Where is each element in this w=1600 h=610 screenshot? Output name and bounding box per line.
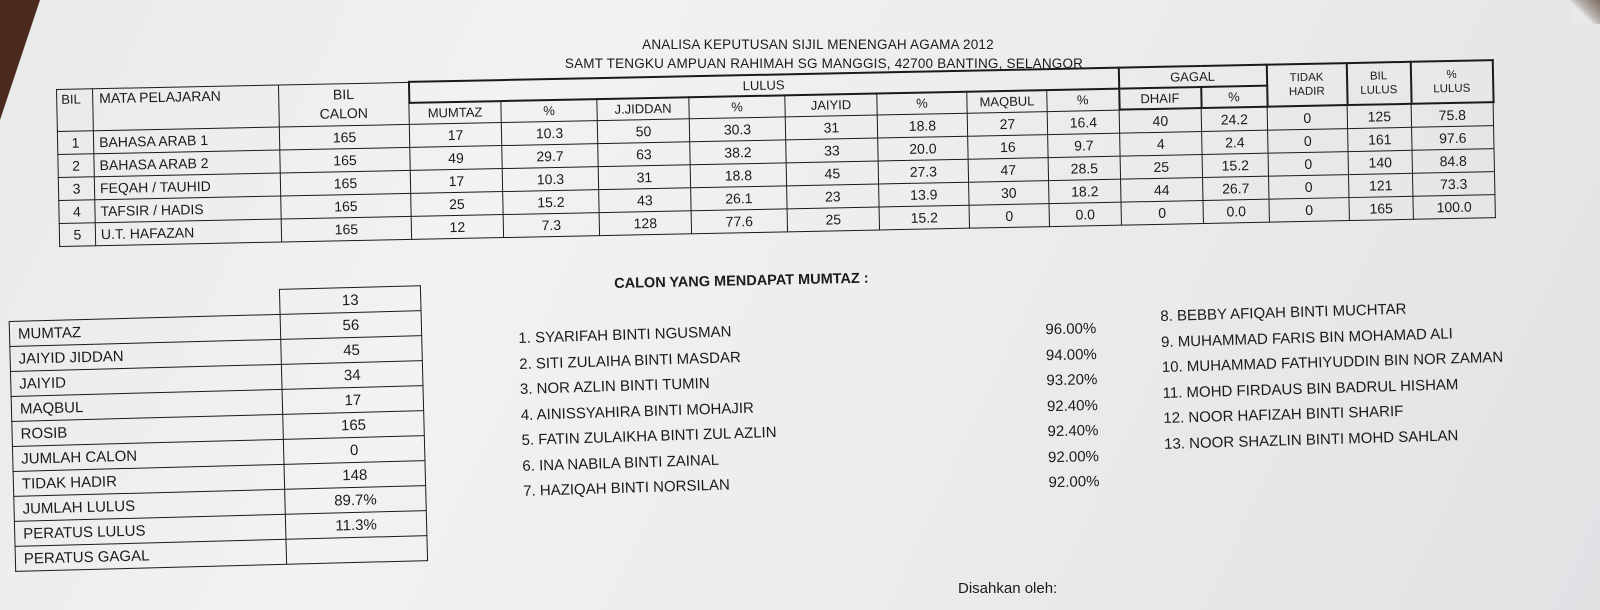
row-pct-dhaif: 26.7 <box>1203 176 1269 200</box>
row-pct-jjiddan: 77.6 <box>691 209 787 234</box>
row-dhaif: 44 <box>1121 178 1203 203</box>
row-peratus-lulus: 73.3 <box>1412 172 1494 197</box>
header-jjiddan: J.JIDDAN <box>597 97 689 120</box>
summary-value: 56 <box>280 311 422 340</box>
summary-label: JAIYID <box>10 364 282 396</box>
row-calon: 165 <box>281 193 411 219</box>
row-calon: 165 <box>280 147 410 173</box>
row-bil: 2 <box>58 154 94 178</box>
row-jaiyid: 23 <box>787 184 879 209</box>
summary-value: 45 <box>281 336 423 365</box>
list-item: 12. NOOR HAFIZAH BINTI SHARIF <box>1163 402 1404 427</box>
row-pct-dhaif: 2.4 <box>1202 130 1268 154</box>
row-subject: TAFSIR / HADIS <box>95 196 281 223</box>
row-subject: BAHASA ARAB 2 <box>94 150 280 177</box>
header-pct-dhaif: % <box>1201 86 1267 108</box>
row-pct-mumtaz: 10.3 <box>501 120 597 145</box>
list-item: 7. HAZIQAH BINTI NORSILAN <box>522 476 731 500</box>
summary-table <box>8 285 428 572</box>
row-mumtaz: 17 <box>410 169 502 194</box>
header-bil-calon: BIL CALON <box>278 82 409 127</box>
list-item: 10. MUHAMMAD FATHIYUDDIN BIN NOR ZAMAN <box>1161 348 1504 376</box>
row-jjiddan: 63 <box>598 142 690 167</box>
row-pct-jaiyid: 18.8 <box>877 113 967 138</box>
header-dhaif: DHAIF <box>1119 87 1201 110</box>
row-pct-dhaif: 15.2 <box>1202 153 1268 177</box>
list-item-percent: 94.00% <box>1045 345 1097 364</box>
header-mata-pelajaran: MATA PELAJARAN <box>93 85 280 131</box>
summary-label: PERATUS LULUS <box>14 514 286 546</box>
row-pct-mumtaz: 29.7 <box>502 144 598 169</box>
header-pct-maqbul: % <box>1047 89 1119 111</box>
results-table <box>56 59 1496 247</box>
row-maqbul: 47 <box>968 158 1048 183</box>
row-peratus-lulus: 75.8 <box>1411 102 1493 127</box>
mumtaz-percent-list <box>1006 316 1100 496</box>
row-dhaif: 25 <box>1120 155 1202 180</box>
row-pct-jjiddan: 30.3 <box>689 116 785 141</box>
row-pct-dhaif: 24.2 <box>1201 107 1267 132</box>
row-jaiyid: 33 <box>786 138 878 163</box>
summary-label: JUMLAH CALON <box>12 439 284 471</box>
list-item: 4. AINISSYAHIRA BINTI MOHAJIR <box>520 399 755 424</box>
row-mumtaz: 12 <box>411 215 503 240</box>
header-bil-lulus: BIL LULUS <box>1346 62 1411 105</box>
row-pct-maqbul: 0.0 <box>1049 202 1121 226</box>
row-pct-maqbul: 9.7 <box>1048 133 1120 157</box>
list-item-percent: 93.20% <box>1046 371 1098 390</box>
signature-label: Disahkan oleh: <box>958 580 1058 597</box>
row-bil: 3 <box>58 177 94 201</box>
row-bil-lulus: 121 <box>1348 173 1412 197</box>
summary-label: MAQBUL <box>11 389 283 421</box>
summary-label: ROSIB <box>12 414 284 446</box>
row-mumtaz: 49 <box>410 146 502 171</box>
list-item: 9. MUHAMMAD FARIS BIN MOHAMAD ALI <box>1160 324 1453 351</box>
summary-label: MUMTAZ <box>9 314 281 346</box>
list-item: 13. NOOR SHAZLIN BINTI MOHD SAHLAN <box>1163 426 1459 453</box>
list-item-percent: 92.40% <box>1047 422 1099 441</box>
row-bil-lulus: 161 <box>1348 127 1412 151</box>
summary-value: 13 <box>279 286 421 315</box>
row-pct-maqbul: 18.2 <box>1049 179 1121 203</box>
header-pct-mumtaz: % <box>501 99 597 122</box>
row-jaiyid: 31 <box>785 115 877 140</box>
row-pct-dhaif: 0.0 <box>1203 199 1269 223</box>
summary-label: JAIYID JIDDAN <box>10 339 282 371</box>
results-table-wrapper <box>56 59 1496 247</box>
row-calon: 165 <box>281 216 411 242</box>
row-bil-lulus: 140 <box>1348 150 1412 174</box>
row-tidak-hadir: 0 <box>1267 105 1347 130</box>
summary-value: 0 <box>283 436 425 465</box>
document-title: ANALISA KEPUTUSAN SIJIL MENENGAH AGAMA 2012 <box>642 37 994 52</box>
summary-label: JUMLAH LULUS <box>14 489 286 521</box>
row-dhaif: 40 <box>1119 108 1201 133</box>
row-pct-jaiyid: 13.9 <box>879 182 969 207</box>
row-maqbul: 16 <box>968 135 1048 160</box>
row-subject: BAHASA ARAB 1 <box>93 127 279 154</box>
row-pct-maqbul: 28.5 <box>1048 156 1120 180</box>
summary-value: 148 <box>284 461 426 490</box>
row-tidak-hadir: 0 <box>1269 198 1349 223</box>
row-jjiddan: 31 <box>598 165 690 190</box>
row-maqbul: 30 <box>969 181 1049 206</box>
row-tidak-hadir: 0 <box>1268 129 1348 154</box>
row-pct-mumtaz: 10.3 <box>502 167 598 192</box>
header-mumtaz: MUMTAZ <box>409 101 501 124</box>
row-jaiyid: 25 <box>787 207 879 232</box>
list-item: 11. MOHD FIRDAUS BIN BADRUL HISHAM <box>1162 375 1459 402</box>
list-item: 2. SITI ZULAIHA BINTI MASDAR <box>518 348 742 373</box>
list-item-percent: 92.00% <box>1048 473 1100 492</box>
mumtaz-list-right <box>1160 294 1506 457</box>
row-mumtaz: 17 <box>409 122 501 147</box>
header-peratus-lulus: % LULUS <box>1410 60 1493 104</box>
row-peratus-lulus: 97.6 <box>1412 126 1494 151</box>
list-item-percent: 92.00% <box>1047 447 1100 466</box>
summary-value: 17 <box>282 386 424 415</box>
row-pct-maqbul: 16.4 <box>1047 110 1119 135</box>
row-mumtaz: 25 <box>411 192 503 217</box>
row-jjiddan: 128 <box>599 211 691 236</box>
list-item: 5. FATIN ZULAIKHA BINTI ZUL AZLIN <box>521 423 777 449</box>
row-maqbul: 0 <box>969 204 1049 229</box>
row-pct-mumtaz: 7.3 <box>503 213 599 238</box>
header-gagal: GAGAL <box>1118 65 1266 89</box>
summary-label: TIDAK HADIR <box>13 464 285 496</box>
row-dhaif: 0 <box>1121 201 1203 226</box>
row-jjiddan: 50 <box>597 118 689 143</box>
row-pct-jjiddan: 38.2 <box>690 140 786 165</box>
mumtaz-list-left <box>518 318 779 504</box>
row-peratus-lulus: 84.8 <box>1412 149 1494 174</box>
header-pct-jaiyid: % <box>877 92 967 115</box>
summary-value: 165 <box>283 411 425 440</box>
summary-value: 34 <box>281 361 423 390</box>
list-item-percent: 92.40% <box>1046 396 1099 415</box>
header-lulus: LULUS <box>408 68 1118 103</box>
header-tidak-hadir: TIDAK HADIR <box>1266 63 1347 107</box>
summary-label: PERATUS GAGAL <box>15 539 287 571</box>
row-dhaif: 4 <box>1120 132 1202 157</box>
row-pct-jaiyid: 20.0 <box>878 136 968 161</box>
row-bil: 4 <box>59 200 95 224</box>
header-jaiyid: JAIYID <box>785 94 877 117</box>
row-subject: FEQAH / TAUHID <box>94 173 280 200</box>
row-jjiddan: 43 <box>599 188 691 213</box>
row-pct-mumtaz: 15.2 <box>503 190 599 215</box>
summary-table-wrapper <box>8 285 428 572</box>
mumtaz-heading: CALON YANG MENDAPAT MUMTAZ : <box>614 270 869 292</box>
document-subtitle: SAMT TENGKU AMPUAN RAHIMAH SG MANGGIS, 42700 BANTING, SELANGOR <box>564 56 1084 71</box>
header-maqbul: MAQBUL <box>967 90 1047 113</box>
header-bil: BIL <box>57 88 94 131</box>
list-item: 1. SYARIFAH BINTI NGUSMAN <box>518 323 732 347</box>
row-bil: 5 <box>59 223 95 247</box>
row-tidak-hadir: 0 <box>1269 175 1349 200</box>
row-pct-jaiyid: 27.3 <box>878 159 968 184</box>
list-item: 8. BEBBY AFIQAH BINTI MUCHTAR <box>1160 300 1407 325</box>
summary-value <box>286 536 428 565</box>
row-pct-jjiddan: 18.8 <box>690 163 786 188</box>
row-jaiyid: 45 <box>786 161 878 186</box>
summary-value: 89.7% <box>285 486 427 515</box>
row-calon: 165 <box>280 170 410 196</box>
row-bil: 1 <box>57 130 93 154</box>
header-pct-jjiddan: % <box>689 95 785 118</box>
summary-value: 11.3% <box>285 511 427 540</box>
row-pct-jjiddan: 26.1 <box>691 186 787 211</box>
list-item-percent: 96.00% <box>1045 320 1097 339</box>
row-tidak-hadir: 0 <box>1268 152 1348 177</box>
row-calon: 165 <box>279 124 409 150</box>
list-item: 6. INA NABILA BINTI ZAINAL <box>522 451 720 475</box>
row-peratus-lulus: 100.0 <box>1413 195 1495 220</box>
page-curl <box>1570 0 1600 24</box>
row-bil-lulus: 125 <box>1347 104 1411 129</box>
row-maqbul: 27 <box>967 111 1047 136</box>
row-subject: U.T. HAFAZAN <box>95 219 281 246</box>
row-bil-lulus: 165 <box>1349 196 1413 220</box>
row-pct-jaiyid: 15.2 <box>879 205 969 230</box>
list-item: 3. NOR AZLIN BINTI TUMIN <box>519 375 710 398</box>
